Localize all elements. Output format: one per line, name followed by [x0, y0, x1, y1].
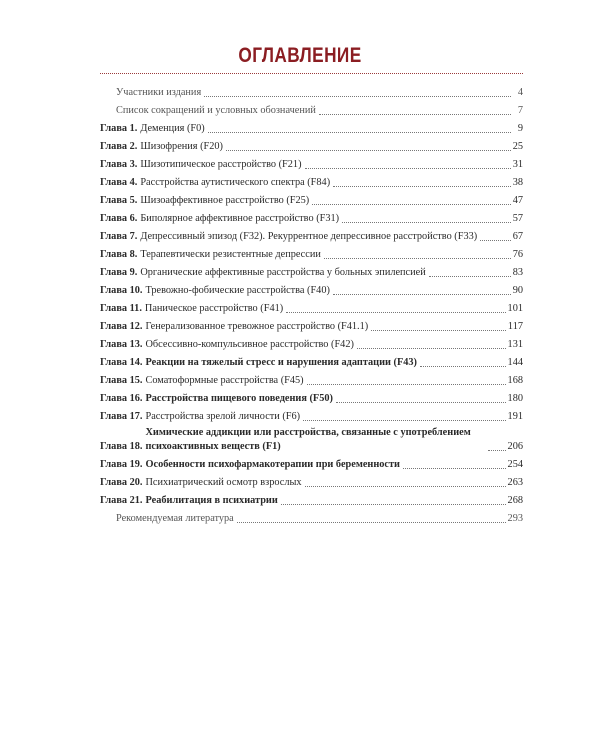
toc-entry[interactable]	[100, 370, 523, 388]
page-number: 131	[507, 339, 523, 350]
chapter-number: Глава 14.	[100, 357, 143, 368]
page-number: 117	[507, 321, 523, 332]
toc-entry[interactable]	[100, 508, 523, 526]
page-number: 101	[507, 303, 523, 314]
entry-title: Органические аффективные расстройства у больных эпилепсией	[140, 267, 426, 278]
toc-entry[interactable]	[100, 388, 523, 406]
entry-title: Участники издания	[116, 87, 202, 98]
dot-leader	[303, 420, 505, 421]
entry-title: Деменция (F0)	[140, 123, 205, 134]
chapter-number: Глава 7.	[100, 231, 138, 242]
entry-title: Психиатрический осмотр взрослых	[145, 477, 302, 488]
page-number: 254	[507, 459, 523, 470]
entry-title: Обсессивно-компульсивное расстройство (F42)	[145, 339, 354, 350]
entry-title: Рекомендуемая литература	[116, 513, 234, 524]
page-number: 4	[517, 87, 523, 98]
page-number: 90	[512, 285, 523, 296]
toc-entry[interactable]	[100, 280, 523, 298]
page-number: 268	[507, 495, 523, 506]
toc-entry[interactable]	[100, 352, 523, 370]
toc-entry[interactable]	[100, 82, 523, 100]
entry-title: Генерализованное тревожное расстройство (F41.1)	[145, 321, 369, 332]
chapter-number: Глава 4.	[100, 177, 138, 188]
toc-entry[interactable]	[100, 226, 523, 244]
page-number: 83	[512, 267, 523, 278]
page-number: 47	[512, 195, 523, 206]
dot-leader	[237, 522, 506, 523]
entry-title: Расстройства пищевого поведения (F50)	[145, 393, 333, 404]
toc-entry[interactable]	[100, 298, 523, 316]
dot-leader	[305, 486, 506, 487]
page-title: ОГЛАВЛЕНИЕ	[238, 44, 362, 67]
chapter-number: Глава 19.	[100, 459, 143, 470]
page-number: 168	[507, 375, 523, 386]
entry-title: Расстройства зрелой личности (F6)	[145, 411, 301, 422]
entry-title: Шизотипическое расстройство (F21)	[140, 159, 302, 170]
toc-entry[interactable]	[100, 406, 523, 424]
toc-entry[interactable]	[100, 334, 523, 352]
toc-entry[interactable]	[100, 490, 523, 508]
dot-leader	[336, 402, 506, 403]
toc-entry[interactable]	[100, 154, 523, 172]
entry-title: Особенности психофармакотерапии при беременности	[145, 459, 400, 470]
entry-title: Расстройства аутистического спектра (F84)	[140, 177, 331, 188]
page-number: 144	[507, 357, 523, 368]
dot-leader	[342, 222, 511, 223]
dot-leader	[371, 330, 506, 331]
dot-leader	[480, 240, 511, 241]
page-number: 67	[512, 231, 523, 242]
toc-entry[interactable]	[100, 208, 523, 226]
chapter-number: Глава 9.	[100, 267, 138, 278]
dot-leader	[312, 204, 510, 205]
dot-leader	[333, 294, 511, 295]
entry-title: Шизоаффективное расстройство (F25)	[140, 195, 310, 206]
dot-leader	[307, 384, 506, 385]
toc-entry[interactable]	[100, 472, 523, 490]
chapter-number: Глава 18.	[100, 441, 143, 452]
page-number: 9	[517, 123, 523, 134]
dot-leader	[420, 366, 506, 367]
entry-title: Список сокращений и условных обозначений	[116, 105, 316, 116]
entry-title: Тревожно-фобические расстройства (F40)	[145, 285, 330, 296]
chapter-number: Глава 16.	[100, 393, 143, 404]
toc-entry[interactable]	[100, 262, 523, 280]
page-number: 57	[512, 213, 523, 224]
chapter-number: Глава 13.	[100, 339, 143, 350]
page-number: 263	[507, 477, 523, 488]
chapter-number: Глава 15.	[100, 375, 143, 386]
dot-leader	[319, 114, 511, 115]
page-number: 31	[512, 159, 523, 170]
page-number: 38	[512, 177, 523, 188]
chapter-number: Глава 3.	[100, 159, 138, 170]
entry-title: Биполярное аффективное расстройство (F31)	[140, 213, 340, 224]
page-number: 76	[512, 249, 523, 260]
dot-leader	[429, 276, 511, 277]
table-of-contents	[100, 82, 523, 526]
chapter-number: Глава 8.	[100, 249, 138, 260]
dot-leader	[226, 150, 511, 151]
page-number: 206	[507, 441, 523, 452]
chapter-number: Глава 6.	[100, 213, 138, 224]
chapter-number: Глава 21.	[100, 495, 143, 506]
dot-leader	[208, 132, 511, 133]
toc-entry[interactable]	[100, 424, 523, 454]
entry-title: Реабилитация в психиатрии	[145, 495, 278, 506]
entry-title: Соматоформные расстройства (F45)	[145, 375, 304, 386]
dot-leader	[324, 258, 511, 259]
chapter-number: Глава 5.	[100, 195, 138, 206]
page-number: 191	[507, 411, 523, 422]
chapter-number: Глава 1.	[100, 123, 138, 134]
chapter-number: Глава 10.	[100, 285, 143, 296]
dot-leader	[488, 450, 505, 451]
toc-entry[interactable]	[100, 316, 523, 334]
entry-title: Реакции на тяжелый стресс и нарушения адаптации (F43)	[145, 357, 417, 368]
chapter-number: Глава 11.	[100, 303, 142, 314]
page-number: 293	[507, 513, 523, 524]
entry-title: Шизофрения (F20)	[140, 141, 223, 152]
dot-leader	[403, 468, 506, 469]
dot-leader	[333, 186, 511, 187]
dot-leader	[286, 312, 505, 313]
dot-leader	[204, 96, 511, 97]
entry-title: Терапевтически резистентные депрессии	[140, 249, 321, 260]
chapter-number: Глава 17.	[100, 411, 143, 422]
chapter-number: Глава 20.	[100, 477, 143, 488]
toc-entry[interactable]	[100, 454, 523, 472]
dot-leader	[357, 348, 506, 349]
toc-entry[interactable]	[100, 136, 523, 154]
toc-entry[interactable]	[100, 172, 523, 190]
entry-title: Паническое расстройство (F41)	[144, 303, 284, 314]
dot-leader	[281, 504, 506, 505]
chapter-number: Глава 2.	[100, 141, 138, 152]
page-number: 25	[512, 141, 523, 152]
toc-entry[interactable]	[100, 244, 523, 262]
entry-title: Химические аддикции или расстройства, связанные с употреблением психоактивных веществ (F1)	[145, 427, 471, 452]
toc-entry[interactable]	[100, 100, 523, 118]
title-divider	[100, 73, 523, 74]
toc-entry[interactable]	[100, 118, 523, 136]
toc-entry[interactable]	[100, 190, 523, 208]
page-number: 7	[517, 105, 523, 116]
entry-title: Депрессивный эпизод (F32). Рекуррентное депрессивное расстройство (F33)	[140, 231, 478, 242]
chapter-number: Глава 12.	[100, 321, 143, 332]
page-number: 180	[507, 393, 523, 404]
dot-leader	[305, 168, 511, 169]
